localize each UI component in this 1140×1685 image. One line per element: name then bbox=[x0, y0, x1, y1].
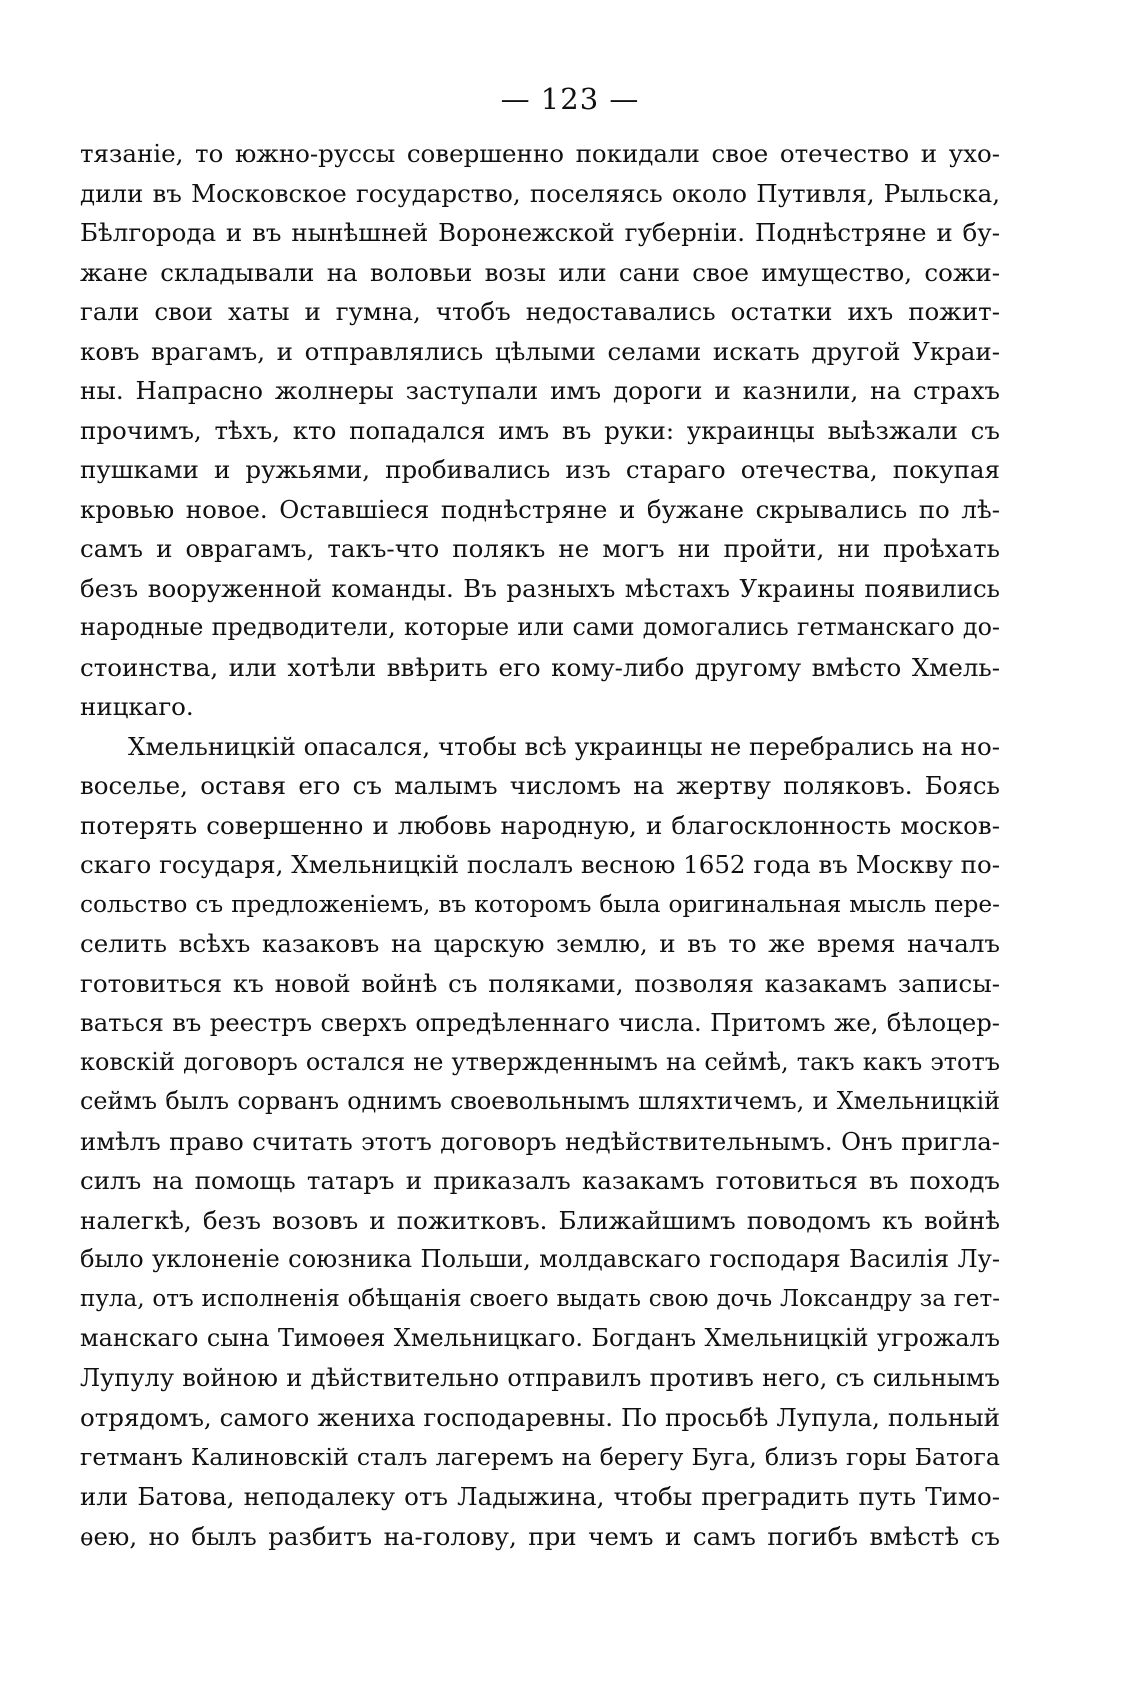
text-line: отрядомъ, самого жениха господаревны. По просьбѣ Лупула, польный bbox=[80, 1403, 1000, 1432]
text-line: пула, отъ исполненія обѣщанія своего выдать свою дочь Локсандру за гет- bbox=[80, 1285, 1000, 1312]
text-line: жане складывали на воловьи возы или сани свое имущество, сожи- bbox=[80, 257, 1000, 287]
text-line: Бѣлгорода и въ нынѣшней Воронежской губерніи. Поднѣстряне и бу- bbox=[80, 218, 1000, 247]
text-line: пушками и ружьями, пробивались изъ стараго отечества, покупая bbox=[80, 455, 1000, 484]
text-line: ницкаго. bbox=[80, 692, 194, 721]
text-line: потерять совершенно и любовь народную, и благосклонность москов- bbox=[80, 810, 1000, 840]
text-line: воселье, оставя его съ малымъ числомъ на жертву поляковъ. Боясь bbox=[80, 771, 1000, 800]
text-line: стоинства, или хотѣли ввѣрить его кому-либо другому вмѣсто Хмель- bbox=[80, 652, 1000, 682]
text-line: дили въ Московское государство, поселяясь около Путивля, Рыльска, bbox=[80, 178, 1000, 208]
text-line: сольство съ предложеніемъ, въ которомъ была оригинальная мысль пере- bbox=[80, 890, 1000, 918]
text-line: селить всѣхъ казаковъ на царскую землю, и въ то же время началъ bbox=[80, 929, 1000, 958]
text-line: ковъ врагамъ, и отправлялись цѣлыми селами искать другой Украи- bbox=[80, 336, 1000, 366]
body-text bbox=[80, 134, 1000, 1556]
text-line: Хмельницкій опасался, чтобы всѣ украинцы не перебрались на но- bbox=[128, 731, 1000, 761]
text-line: кровью новое. Оставшіеся поднѣстряне и бужане скрывались по лѣ- bbox=[80, 494, 1000, 524]
text-line: сеймъ былъ сорванъ однимъ своевольнымъ шляхтичемъ, и Хмельницкій bbox=[80, 1087, 1000, 1115]
text-line: самъ и оврагамъ, такъ-что полякъ не могъ ни пройти, ни проѣхать bbox=[80, 534, 1000, 563]
text-line: имѣлъ право считать этотъ договоръ недѣйствительнымъ. Онъ пригла- bbox=[80, 1126, 1000, 1156]
text-line: ковскій договоръ остался не утвержденнымъ на сеймѣ, такъ какъ этотъ bbox=[80, 1047, 1000, 1076]
text-line: Лупулу войною и дѣйствительно отправилъ противъ него, съ сильнымъ bbox=[80, 1363, 1000, 1392]
paragraph-2 bbox=[80, 727, 1000, 1557]
text-line: манскаго сына Тимоѳея Хмельницкаго. Богданъ Хмельницкій угрожалъ bbox=[80, 1324, 1000, 1352]
page-number: — 123 — bbox=[500, 82, 640, 116]
text-line: безъ вооруженной команды. Въ разныхъ мѣстахъ Украины появились bbox=[80, 573, 1000, 603]
text-line: прочимъ, тѣхъ, кто попадался имъ въ руки: украинцы выѣзжали съ bbox=[80, 415, 1000, 445]
paragraph-1 bbox=[80, 134, 1000, 727]
text-line: гетманъ Калиновскій сталъ лагеремъ на берегу Буга, близъ горы Батога bbox=[80, 1442, 1000, 1471]
text-line: ѳею, но былъ разбитъ на-голову, при чемъ и самъ погибъ вмѣстѣ съ bbox=[80, 1521, 1000, 1551]
text-line: ны. Напрасно жолнеры заступали имъ дороги и казнили, на страхъ bbox=[80, 376, 1000, 405]
text-line: ваться въ реестръ сверхъ опредѣленнаго числа. Притомъ же, бѣлоцер- bbox=[80, 1008, 1000, 1037]
text-line: гали свои хаты и гумна, чтобъ недоставались остатки ихъ пожит- bbox=[80, 297, 1000, 326]
text-line: тязаніе, то южно-руссы совершенно покидали свое отечество и ухо- bbox=[80, 139, 1000, 168]
text-line: налегкѣ, безъ возовъ и пожитковъ. Ближайшимъ поводомъ къ войнѣ bbox=[80, 1205, 1000, 1235]
text-line: было уклоненіе союзника Польши, молдавскаго господаря Василія Лу- bbox=[80, 1245, 1000, 1273]
text-line: готовиться къ новой войнѣ съ поляками, позволяя казакамъ записы- bbox=[80, 968, 1000, 998]
text-line: народные предводители, которые или сами домогались гетманскаго до- bbox=[80, 613, 1000, 641]
text-line: силъ на помощь татаръ и приказалъ казакамъ готовиться въ походъ bbox=[80, 1166, 1000, 1195]
text-line: скаго государя, Хмельницкій послалъ весною 1652 года въ Москву по- bbox=[80, 850, 1000, 879]
text-line: или Батова, неподалеку отъ Ладыжина, чтобы преградить путь Тимо- bbox=[80, 1482, 1000, 1511]
